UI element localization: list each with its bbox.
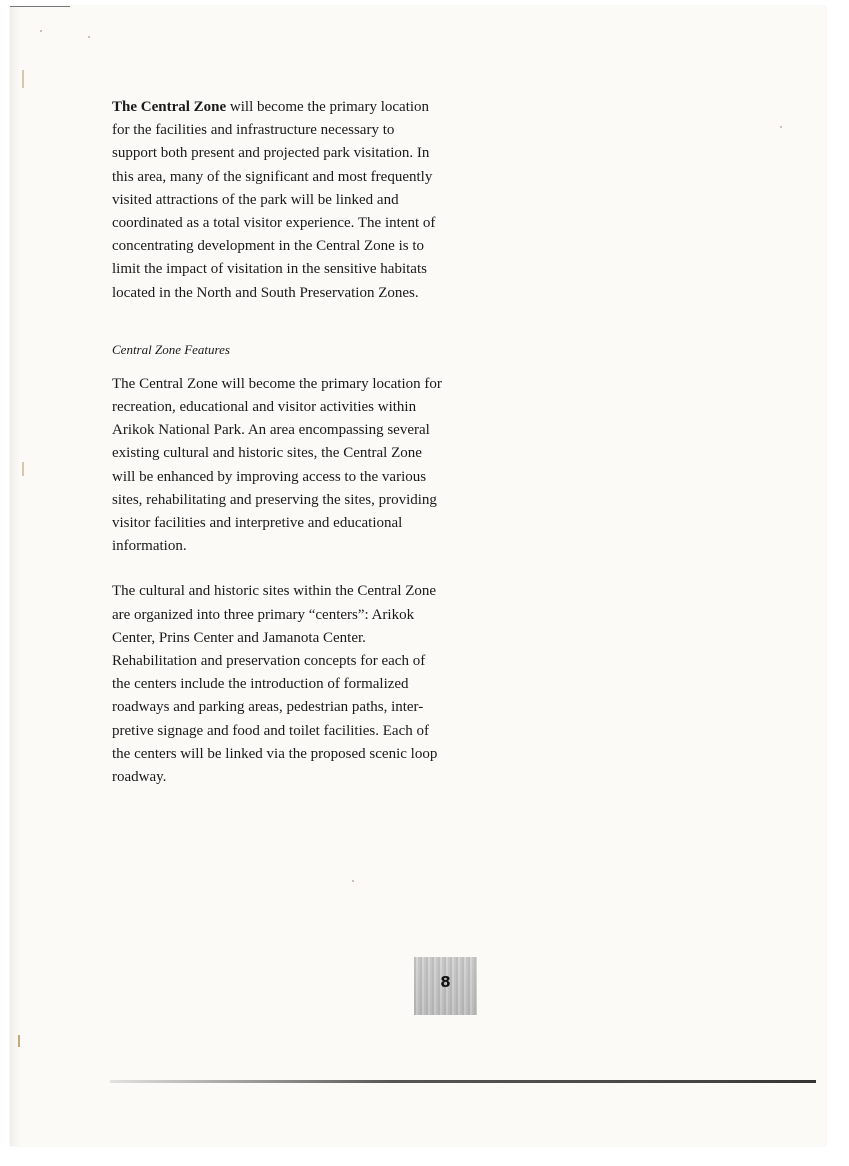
features-paragraph: The Central Zone will become the primary location for recreation, educational and visitor activities within Arikok National Park. An area encompassing several existing cultural and historic sites, the Central Zone will be enhanced by improving access to the various sites, rehabilitating and preserving the sites, providing visitor facilities and interpretive and educational information. bbox=[112, 375, 442, 555]
text-column bbox=[112, 96, 442, 789]
intro-paragraph bbox=[112, 96, 442, 305]
intro-text: will become the primary location for the facilities and infrastructure necessary to support both present and projected park visitation. In this area, many of the significant and most frequently visited attractions of the park will be linked and coordinated as a total visitor experience. The intent of concentrating development in the Central Zone is to limit the impact of visitation in the sensitive habitats located in the North and South Preservation Zones. bbox=[112, 99, 436, 301]
speck bbox=[88, 36, 90, 38]
bottom-rule bbox=[110, 1080, 816, 1083]
page-left-shadow bbox=[10, 6, 20, 1146]
speck bbox=[352, 880, 354, 882]
page-number-box bbox=[414, 957, 477, 1015]
edge-mark bbox=[22, 70, 24, 88]
section-subheading: Central Zone Features bbox=[112, 341, 230, 357]
edge-mark bbox=[18, 1035, 20, 1047]
edge-mark bbox=[22, 462, 24, 476]
intro-lead: The Central Zone bbox=[112, 99, 227, 115]
speck bbox=[780, 126, 782, 128]
page-number: 8 bbox=[440, 973, 451, 991]
centers-paragraph: The cultural and historic sites within the Central Zone are organized into three primary “centers”: Arikok Center, Prins Center and Jamanota Center. Rehabilitation and preservation concepts for each of the centers include the introduction of formalized roadways and parking areas, pedestrian paths, inter-pretive signage and food and toilet facilities. Each of the centers will be linked via the proposed scenic loop roadway. bbox=[112, 583, 438, 786]
speck bbox=[40, 30, 42, 32]
page-top-edge bbox=[10, 6, 70, 7]
